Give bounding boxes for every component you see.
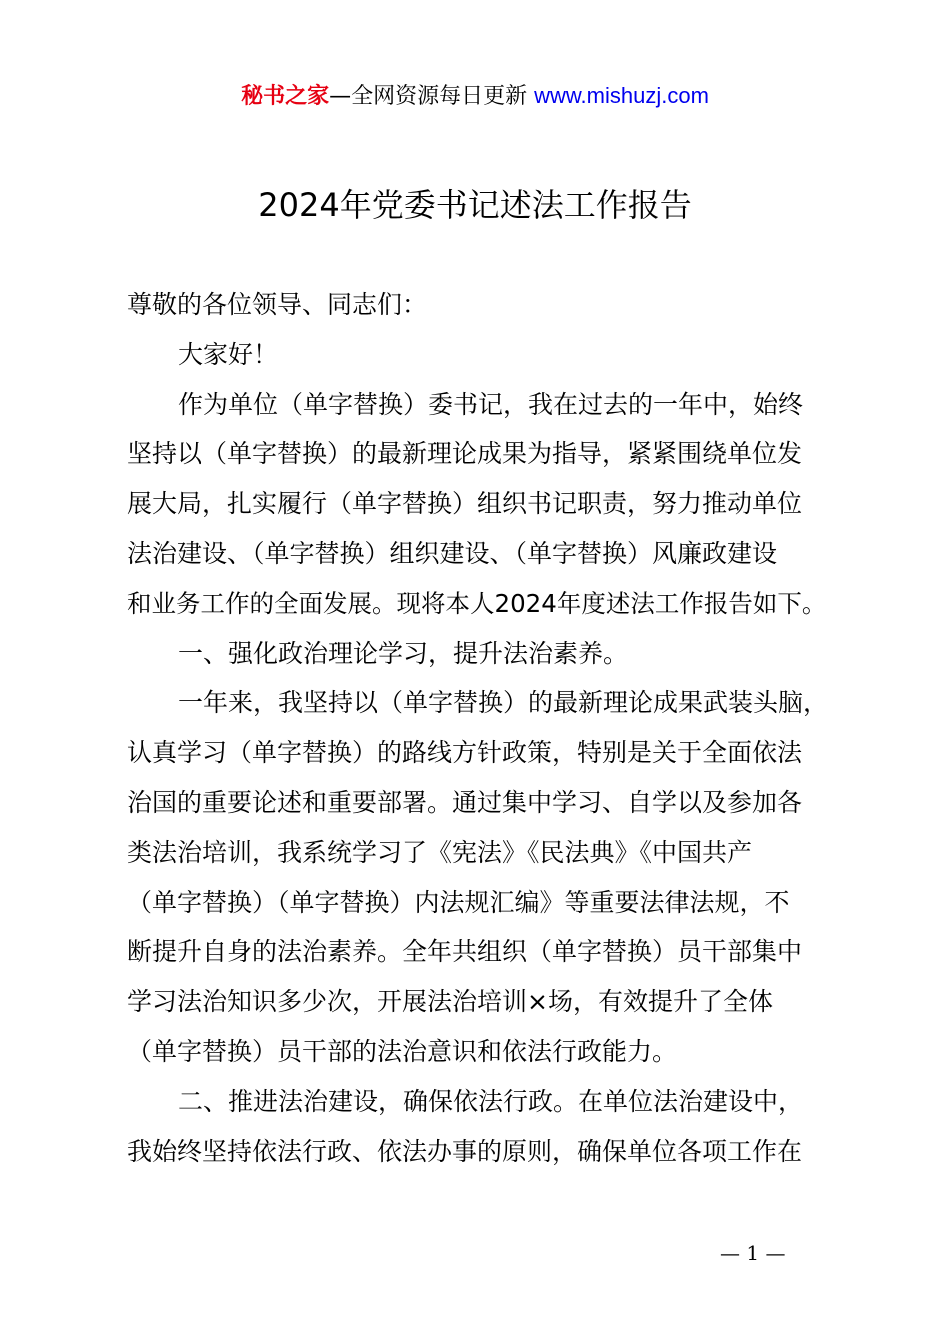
site-header [0, 80, 950, 113]
site-tagline: —全网资源每日更新 [329, 84, 535, 109]
document-title: 2024年党委书记述法工作报告 [258, 186, 692, 224]
body-line: 大家好！ [178, 339, 279, 369]
body-line: 一年来，我坚持以（单字替换）的最新理论成果武装头脑， [178, 688, 829, 718]
body-line: 坚持以（单字替换）的最新理论成果为指导，紧紧围绕单位发 [127, 439, 803, 469]
site-url-link[interactable]: www.mishuzj.com [534, 83, 709, 108]
body-line: 作为单位（单字替换）委书记，我在过去的一年中，始终 [178, 389, 804, 419]
page-number: — 1 — [720, 1241, 786, 1265]
document-body [127, 280, 833, 1176]
body-line: （单字替换）（单字替换）内法规汇编》等重要法律法规，不 [127, 887, 790, 917]
body-line: 类法治培训，我系统学习了《宪法》《民法典》《中国共产 [127, 837, 753, 867]
body-line: 我始终坚持依法行政、依法办事的原则，确保单位各项工作在 [127, 1136, 803, 1166]
body-line: 一、强化政治理论学习，提升法治素养。 [178, 638, 629, 668]
body-line: 学习法治知识多少次，开展法治培训×场，有效提升了全体 [127, 987, 773, 1017]
body-line: 治国的重要论述和重要部署。通过集中学习、自学以及参加各 [127, 787, 803, 817]
body-line: 尊敬的各位领导、同志们： [127, 290, 428, 319]
body-line: 和业务工作的全面发展。现将本人2024年度述法工作报告如下。 [127, 588, 827, 618]
body-line: 二、推进法治建设，确保依法行政。在单位法治建设中， [178, 1086, 804, 1116]
body-line: 展大局，扎实履行（单字替换）组织书记职责，努力推动单位 [127, 489, 803, 519]
site-brand: 秘书之家 [241, 84, 330, 109]
body-line: （单字替换）员干部的法治意识和依法行政能力。 [127, 1036, 678, 1066]
body-line: 认真学习（单字替换）的路线方针政策，特别是关于全面依法 [127, 738, 803, 768]
body-line: 断提升自身的法治素养。全年共组织（单字替换）员干部集中 [127, 937, 803, 967]
body-line: 法治建设、（单字替换）组织建设、（单字替换）风廉政建设 [127, 538, 778, 568]
